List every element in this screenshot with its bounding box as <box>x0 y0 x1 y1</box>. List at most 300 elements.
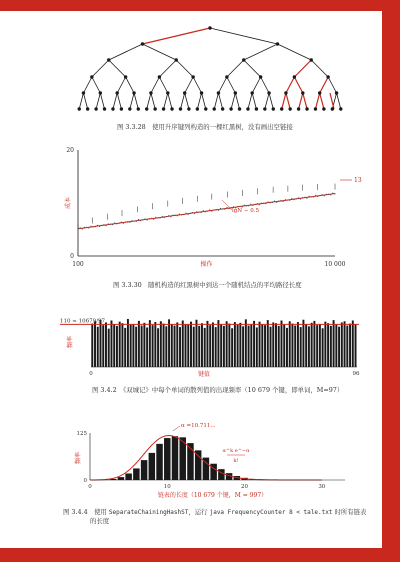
data-point <box>254 204 255 205</box>
bar <box>261 324 263 367</box>
y-axis-label: 频率 <box>67 335 74 349</box>
data-point <box>101 225 102 226</box>
tree-edge <box>210 28 278 44</box>
data-point <box>138 219 139 220</box>
tree-node <box>78 107 81 110</box>
data-point <box>151 218 152 219</box>
data-point <box>291 198 292 199</box>
data-point <box>304 197 305 198</box>
tree-node <box>90 75 93 78</box>
figure-3-3-28-caption: 图 3.3.28 使用升序键列构造的一棵红黑树，没有画出空链接 <box>117 123 293 131</box>
tree-edge <box>303 93 307 109</box>
tree-edge <box>147 93 151 109</box>
data-point <box>330 194 331 195</box>
data-point <box>116 223 117 224</box>
tree-node <box>217 91 220 94</box>
data-point <box>170 216 171 217</box>
bar <box>190 322 192 367</box>
tree-edge <box>244 60 261 77</box>
bar <box>333 320 335 367</box>
data-point <box>272 202 273 203</box>
caption-command: java FrequencyCounter 8 < tale.txt <box>209 509 333 516</box>
bar <box>330 326 332 367</box>
tree-edge <box>311 60 328 77</box>
data-point <box>226 207 227 208</box>
tree-node <box>183 91 186 94</box>
tree-edge <box>92 60 109 77</box>
red-black-tree <box>78 26 343 110</box>
data-point <box>149 218 150 219</box>
bar <box>289 321 291 367</box>
tree-node <box>115 91 118 94</box>
bar <box>316 325 318 367</box>
bar <box>116 326 118 367</box>
tree-node <box>318 91 321 94</box>
bar <box>355 324 357 367</box>
data-point <box>110 224 111 225</box>
bar <box>283 325 285 367</box>
formula-denominator: k! <box>233 458 239 464</box>
bar <box>275 323 277 367</box>
tree-node <box>187 107 190 110</box>
bar <box>338 327 340 367</box>
bar <box>220 324 222 367</box>
data-point <box>134 221 135 222</box>
tree-edge <box>278 44 312 60</box>
bar <box>206 321 208 367</box>
tree-node <box>305 107 308 110</box>
bar <box>141 326 143 367</box>
tree-node <box>158 75 161 78</box>
data-point <box>185 213 186 214</box>
bar <box>163 324 165 367</box>
tree-edge <box>134 93 138 109</box>
bar <box>322 328 324 367</box>
bar <box>127 319 129 367</box>
tree-edge <box>180 93 184 109</box>
formula-numerator: α^k e^−α <box>222 448 250 454</box>
data-point <box>218 210 219 211</box>
bar <box>138 321 140 367</box>
data-point <box>324 195 325 196</box>
tree-node <box>288 107 291 110</box>
bar <box>185 324 187 367</box>
tree-node <box>94 107 97 110</box>
tree-edge <box>96 93 100 109</box>
tree-edge <box>214 93 218 109</box>
tree-edge <box>252 77 260 93</box>
data-point <box>136 221 137 222</box>
y-tick-label: 0 <box>70 253 74 260</box>
tree-node <box>82 91 85 94</box>
y-axis-label: 频率 <box>75 451 82 465</box>
tree-node <box>162 107 165 110</box>
tree-edge <box>261 77 269 93</box>
tree-node <box>208 26 211 29</box>
data-point <box>172 215 173 216</box>
curve-annotation: lgN − 0.5 <box>232 208 259 214</box>
bar <box>223 326 225 367</box>
caption-class-name: SeparateChainingHashST <box>108 509 189 516</box>
data-point <box>127 221 128 222</box>
bar <box>168 319 170 367</box>
tree-edge <box>294 60 311 77</box>
bar <box>248 326 250 367</box>
bar <box>146 327 148 367</box>
y-axis-label: 成本 <box>65 196 72 210</box>
tree-edge <box>151 77 159 93</box>
x-axis-label: 键值 <box>197 371 211 378</box>
tree-node <box>103 107 106 110</box>
tree-edge <box>109 44 143 60</box>
data-point <box>248 205 249 206</box>
bar <box>313 321 315 367</box>
data-point <box>257 203 258 204</box>
bar <box>204 328 206 367</box>
data-point <box>177 215 178 216</box>
tree-node <box>221 107 224 110</box>
tree-edge <box>113 93 117 109</box>
data-point <box>293 199 294 200</box>
bar <box>231 328 233 367</box>
tree-node <box>272 107 275 110</box>
bar <box>124 328 126 367</box>
data-point <box>274 200 275 201</box>
tree-node <box>149 91 152 94</box>
data-point <box>196 211 197 212</box>
bar <box>193 327 195 367</box>
tree-node <box>229 107 232 110</box>
bar <box>286 328 288 367</box>
tree-node <box>314 107 317 110</box>
tree-edge <box>117 93 121 109</box>
bar <box>311 323 313 367</box>
tree-node <box>297 107 300 110</box>
data-point <box>244 205 245 206</box>
tree-edge <box>176 60 193 77</box>
bar <box>245 319 247 367</box>
data-point <box>201 212 202 213</box>
x-tick-label: 0 <box>89 371 93 377</box>
tree-edge <box>227 77 235 93</box>
data-point <box>285 199 286 200</box>
data-point <box>181 214 182 215</box>
tree-edge <box>265 93 269 109</box>
x-tick-label: 10 <box>163 484 171 490</box>
x-tick-label: 30 <box>318 484 326 490</box>
hash-frequency-chart <box>60 318 360 378</box>
bar <box>179 327 181 367</box>
bar <box>143 323 145 367</box>
x-tick-label: 96 <box>352 371 360 377</box>
tree-node <box>111 107 114 110</box>
bar <box>209 325 211 367</box>
data-point <box>108 223 109 224</box>
data-point <box>95 226 96 227</box>
data-point <box>205 211 206 212</box>
bar <box>253 321 255 367</box>
tree-edge <box>299 93 303 109</box>
data-point <box>198 212 199 213</box>
bar <box>110 321 112 368</box>
bar <box>259 322 261 367</box>
tree-node <box>280 107 283 110</box>
tree-node <box>137 107 140 110</box>
y-tick-label: 0 <box>83 478 87 484</box>
data-point <box>183 214 184 215</box>
bar <box>264 325 266 367</box>
data-point <box>129 222 130 223</box>
bar <box>164 438 170 480</box>
data-point <box>289 200 290 201</box>
bar <box>157 328 159 367</box>
tree-node <box>293 75 296 78</box>
data-point <box>287 199 288 200</box>
reference-label: 110 ≈ 10679/97 <box>60 318 105 325</box>
tree-node <box>179 107 182 110</box>
bar <box>174 326 176 367</box>
bar <box>125 473 131 480</box>
bar <box>294 326 296 367</box>
tree-node <box>267 91 270 94</box>
data-point <box>164 217 165 218</box>
bar <box>352 321 354 368</box>
data-point <box>267 201 268 202</box>
bar <box>132 324 134 367</box>
data-point <box>125 221 126 222</box>
bar <box>218 469 224 480</box>
bar <box>149 453 155 480</box>
bar <box>215 327 217 367</box>
data-point <box>207 211 208 212</box>
average-path-length-chart <box>64 147 362 268</box>
bar <box>119 322 121 367</box>
tree-node <box>153 107 156 110</box>
data-point <box>118 223 119 224</box>
tree-edge <box>197 93 201 109</box>
data-point <box>313 196 314 197</box>
figure-3-3-30-caption: 图 3.3.30 随机构造的红黑树中到达一个随机结点的平均路径长度 <box>113 281 302 289</box>
bar <box>130 325 132 367</box>
tree-node <box>225 75 228 78</box>
tree-node <box>120 107 123 110</box>
tree-node <box>250 91 253 94</box>
data-point <box>259 204 260 205</box>
tree-node <box>263 107 266 110</box>
data-point <box>168 215 169 216</box>
tree-edge <box>218 93 222 109</box>
data-point <box>319 195 320 196</box>
tree-node <box>322 107 325 110</box>
data-point <box>99 226 100 227</box>
bar <box>97 327 99 367</box>
bar <box>156 444 162 480</box>
data-point <box>192 212 193 213</box>
tree-node <box>259 75 262 78</box>
tree-edge <box>83 77 91 93</box>
tree-node <box>128 107 131 110</box>
bar <box>176 322 178 367</box>
bar <box>234 322 236 367</box>
data-point <box>334 193 335 194</box>
tree-node <box>301 91 304 94</box>
tree-node <box>326 75 329 78</box>
data-point <box>283 201 284 202</box>
caption-part-3: ，运行 <box>188 508 210 516</box>
bar <box>141 460 147 480</box>
tree-node <box>124 75 127 78</box>
data-point <box>140 220 141 221</box>
tree-edge <box>185 93 189 109</box>
data-point <box>93 226 94 227</box>
tree-node <box>99 91 102 94</box>
bar <box>152 325 154 367</box>
data-point <box>86 227 87 228</box>
tree-edge <box>202 93 206 109</box>
tree-edge <box>109 60 126 77</box>
tree-edge <box>320 77 328 93</box>
tree-edge <box>231 93 235 109</box>
data-point <box>311 196 312 197</box>
data-point <box>246 205 247 206</box>
data-point <box>131 220 132 221</box>
tree-node <box>246 107 249 110</box>
bar <box>250 324 252 367</box>
bar <box>300 327 302 367</box>
data-point <box>82 228 83 229</box>
data-point <box>159 217 160 218</box>
tree-edge <box>79 93 83 109</box>
tree-edge <box>193 77 201 93</box>
data-point <box>190 213 191 214</box>
bar <box>182 321 184 368</box>
bar <box>228 324 230 367</box>
data-point <box>121 222 122 223</box>
tree-edge <box>143 44 177 60</box>
data-point <box>326 194 327 195</box>
tree-node <box>255 107 258 110</box>
caption-part-5: 时所有链表 <box>332 508 367 516</box>
tree-edge <box>286 93 290 109</box>
x-axis-label: 链表的长度（10 679 个键，M = 997） <box>157 492 268 499</box>
bar <box>270 327 272 367</box>
data-point <box>261 202 262 203</box>
bar <box>198 326 200 367</box>
bar <box>226 321 228 367</box>
bar <box>133 468 139 480</box>
tree-edge <box>168 93 172 109</box>
data-point <box>252 205 253 206</box>
data-point <box>105 225 106 226</box>
tree-node <box>213 107 216 110</box>
data-point <box>317 196 318 197</box>
tree-edge <box>218 77 226 93</box>
data-point <box>203 210 204 211</box>
data-point <box>220 208 221 209</box>
bar <box>308 326 310 367</box>
annotation-leader <box>173 426 180 431</box>
tree-edge <box>159 77 167 93</box>
bar <box>121 323 123 367</box>
bar <box>242 326 244 367</box>
tree-node <box>335 91 338 94</box>
bar <box>297 322 299 367</box>
data-point <box>315 195 316 196</box>
bar <box>324 322 326 367</box>
tree-edge <box>130 93 134 109</box>
data-point <box>216 209 217 210</box>
chain-length-chart <box>74 423 345 499</box>
data-point <box>88 227 89 228</box>
bar <box>278 326 280 367</box>
tree-node <box>310 58 313 61</box>
data-point <box>166 216 167 217</box>
bar <box>327 323 329 367</box>
tree-edge <box>185 77 193 93</box>
bar <box>113 324 115 367</box>
data-point <box>278 200 279 201</box>
bar <box>201 323 203 367</box>
data-point <box>123 223 124 224</box>
tree-edge <box>244 44 278 60</box>
tree-edge <box>282 93 286 109</box>
data-point <box>239 206 240 207</box>
bar <box>335 325 337 367</box>
tree-node <box>234 91 237 94</box>
data-point <box>263 203 264 204</box>
tree-node <box>200 91 203 94</box>
bar <box>135 327 137 367</box>
tree-edge <box>235 93 239 109</box>
bar <box>256 327 258 367</box>
bar <box>108 329 110 367</box>
y-tick-label: 20 <box>66 147 74 154</box>
bar <box>165 326 167 367</box>
tree-node <box>166 91 169 94</box>
bar <box>305 324 307 367</box>
x-tick-label: 100 <box>72 261 84 268</box>
tree-edge <box>320 93 324 109</box>
data-point <box>250 204 251 205</box>
mean-annotation: α =10.711... <box>181 423 216 429</box>
bar <box>196 320 198 367</box>
tree-node <box>86 107 89 110</box>
data-point <box>162 216 163 217</box>
data-point <box>224 209 225 210</box>
bar <box>118 477 124 480</box>
data-point <box>97 225 98 226</box>
tree-edge <box>337 93 341 109</box>
data-point <box>90 226 91 227</box>
tree-node <box>284 91 287 94</box>
data-point <box>188 214 189 215</box>
bar <box>195 450 201 480</box>
tree-edge <box>315 93 319 109</box>
data-point <box>298 197 299 198</box>
tree-edge <box>151 93 155 109</box>
tree-edge <box>248 93 252 109</box>
tree-edge <box>252 93 256 109</box>
data-point <box>300 198 301 199</box>
data-point <box>213 209 214 210</box>
bar <box>272 322 274 367</box>
data-point <box>179 213 180 214</box>
bar <box>212 322 214 367</box>
data-point <box>306 198 307 199</box>
data-point <box>229 208 230 209</box>
data-point <box>194 213 195 214</box>
data-point <box>157 217 158 218</box>
